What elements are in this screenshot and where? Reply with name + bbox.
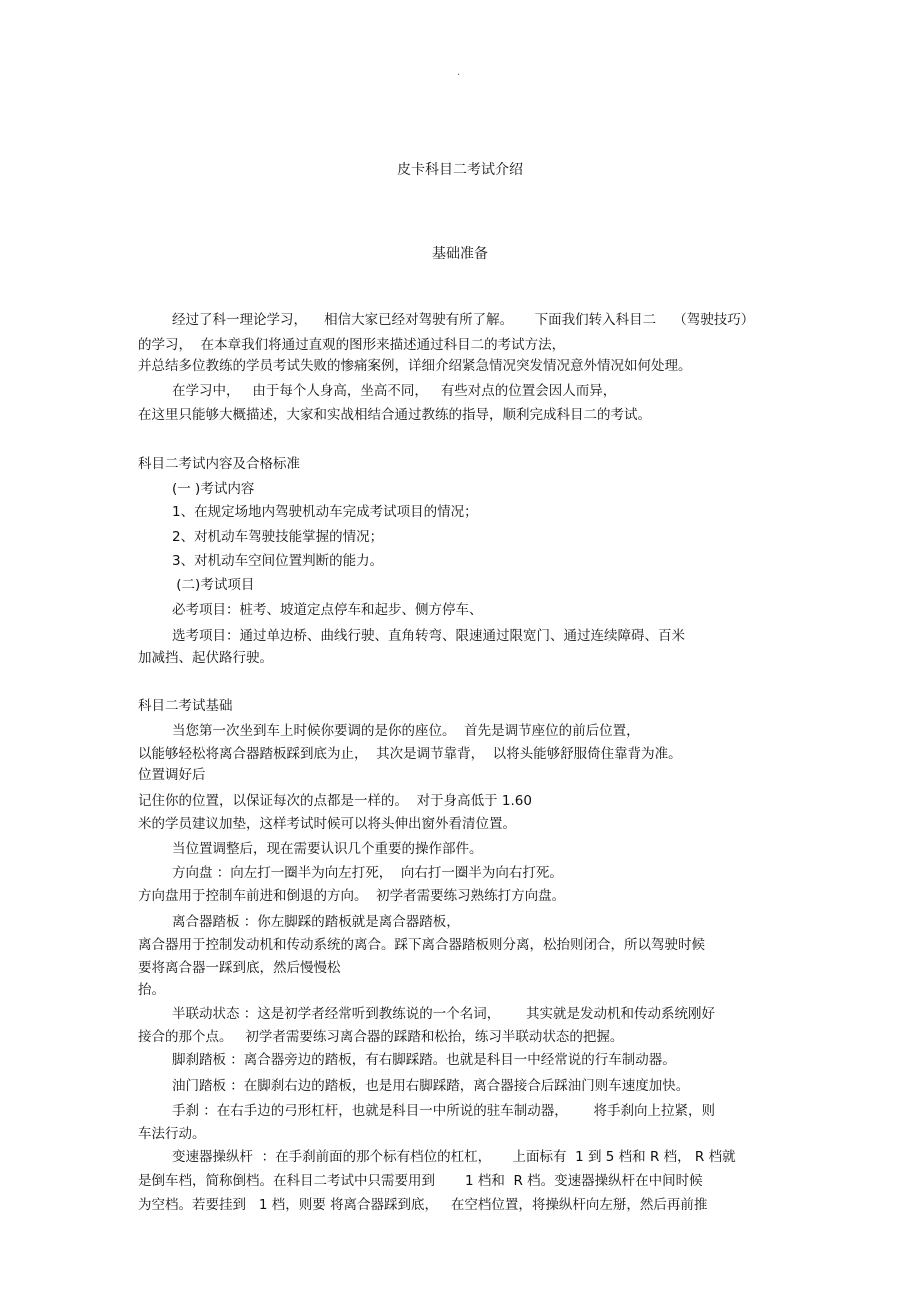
text-line: 科目二考试基础 (138, 698, 233, 714)
text-line: 必考项目：桩考、坡道定点停车和起步、侧方停车、 (172, 602, 483, 618)
text-line: 加减挡、起伏路行驶。 (138, 650, 273, 666)
text-line: 当位置调整后，现在需要认识几个重要的操作部件。 (172, 841, 483, 857)
text-line: (二)考试项目 (172, 577, 255, 593)
text-line: 要将离合器一踩到底，然后慢慢松 (138, 960, 341, 976)
text-line: 为空档。若要挂到 1 档，则要 将离合器踩到底， 在空档位置，将操纵杆向左掰，然后再前推 (138, 1197, 708, 1213)
text-line: 当您第一次坐到车上时候你要调的是你的座位。 首先是调节座位的前后位置， (172, 723, 640, 739)
text-line: 科目二考试内容及合格标准 (138, 456, 300, 472)
text-line: 在学习中， 由于每个人身高，坐高不同， 有些对点的位置会因人而异， (172, 383, 617, 399)
text-line: 3、对机动车空间位置判断的能力。 (172, 553, 384, 569)
text-line: 是倒车档，简称倒档。在科目二考试中只需要用到 1 档和 R 档。变速器操纵杆在中间时候 (138, 1173, 703, 1189)
text-line: 方向盘 ：向左打一圈半为向左打死， 向右打一圈半为向右打死。 (172, 865, 563, 881)
text-line: (一 )考试内容 (172, 481, 255, 497)
text-line: 选考项目：通过单边桥、曲线行驶、直角转弯、限速通过限宽门、通过连续障碍、百米 (172, 628, 685, 644)
text-line: 脚刹踏板 ：离合器旁边的踏板，有右脚踩踏。也就是科目一中经常说的行车制动器。 (172, 1052, 676, 1068)
text-line: 1、在规定场地内驾驶机动车完成考试项目的情况； (172, 504, 478, 520)
text-line: 抬。 (138, 982, 165, 998)
document-title: 皮卡科目二考试介绍 (397, 162, 523, 178)
text-line: 方向盘用于控制车前进和倒退的方向。 初学者需要练习熟练打方向盘。 (138, 888, 566, 904)
text-line: 位置调好后 (138, 767, 206, 783)
text-line: 变速器操纵杆 ：在手刹前面的那个标有档位的杠杠， 上面标有 1 到 5 档和 R 档， R 档就 (172, 1149, 736, 1165)
header-mark: · (457, 70, 461, 81)
text-line: 半联动状态 ：这是初学者经常听到教练说的一个名词， 其实就是发动机和传动系统刚好 (172, 1006, 716, 1022)
text-line: 2、对机动车驾驶技能掌握的情况； (172, 529, 384, 545)
text-line: 接合的那个点。 初学者需要练习离合器的踩踏和松抬，练习半联动状态的把握。 (138, 1029, 624, 1045)
text-line: 的学习， 在本章我们将通过直观的图形来描述通过科目二的考试方法， (138, 337, 566, 353)
text-line: 车法行动。 (138, 1126, 206, 1142)
text-line: 离合器用于控制发动机和传动系统的离合。踩下离合器踏板则分离，松抬则闭合，所以驾驶时候 (138, 937, 705, 953)
text-line: 离合器踏板 ：你左脚踩的踏板就是离合器踏板， (172, 914, 460, 930)
text-line: 米的学员建议加垫，这样考试时候可以将头伸出窗外看清位置。 (138, 816, 516, 832)
text-line: 记住你的位置，以保证每次的点都是一样的。 对于身高低于 1.60 (138, 793, 532, 809)
text-line: 在这里只能够大概描述，大家和实战相结合通过教练的指导，顺利完成科目二的考试。 (138, 407, 651, 423)
section-subtitle: 基础准备 (432, 246, 488, 262)
text-line: 并总结多位教练的学员考试失败的惨痛案例，详细介绍紧急情况突发情况意外情况如何处理。 (138, 358, 692, 374)
text-line: 以能够轻松将离合器踏板踩到底为止， 其次是调节靠背， 以将头能够舒服倚住靠背为准。 (138, 746, 682, 762)
text-line: 油门踏板 ：在脚刹右边的踏板，也是用右脚踩踏，离合器接合后踩油门则车速度加快。 (172, 1078, 690, 1094)
text-line: 手刹 ：在右手边的弓形杠杆，也就是科目一中所说的驻车制动器， 将手刹向上拉紧，则 (172, 1103, 716, 1119)
text-line: 经过了科一理论学习， 相信大家已经对驾驶有所了解。 下面我们转入科目二 （驾驶技巧） (172, 312, 755, 328)
